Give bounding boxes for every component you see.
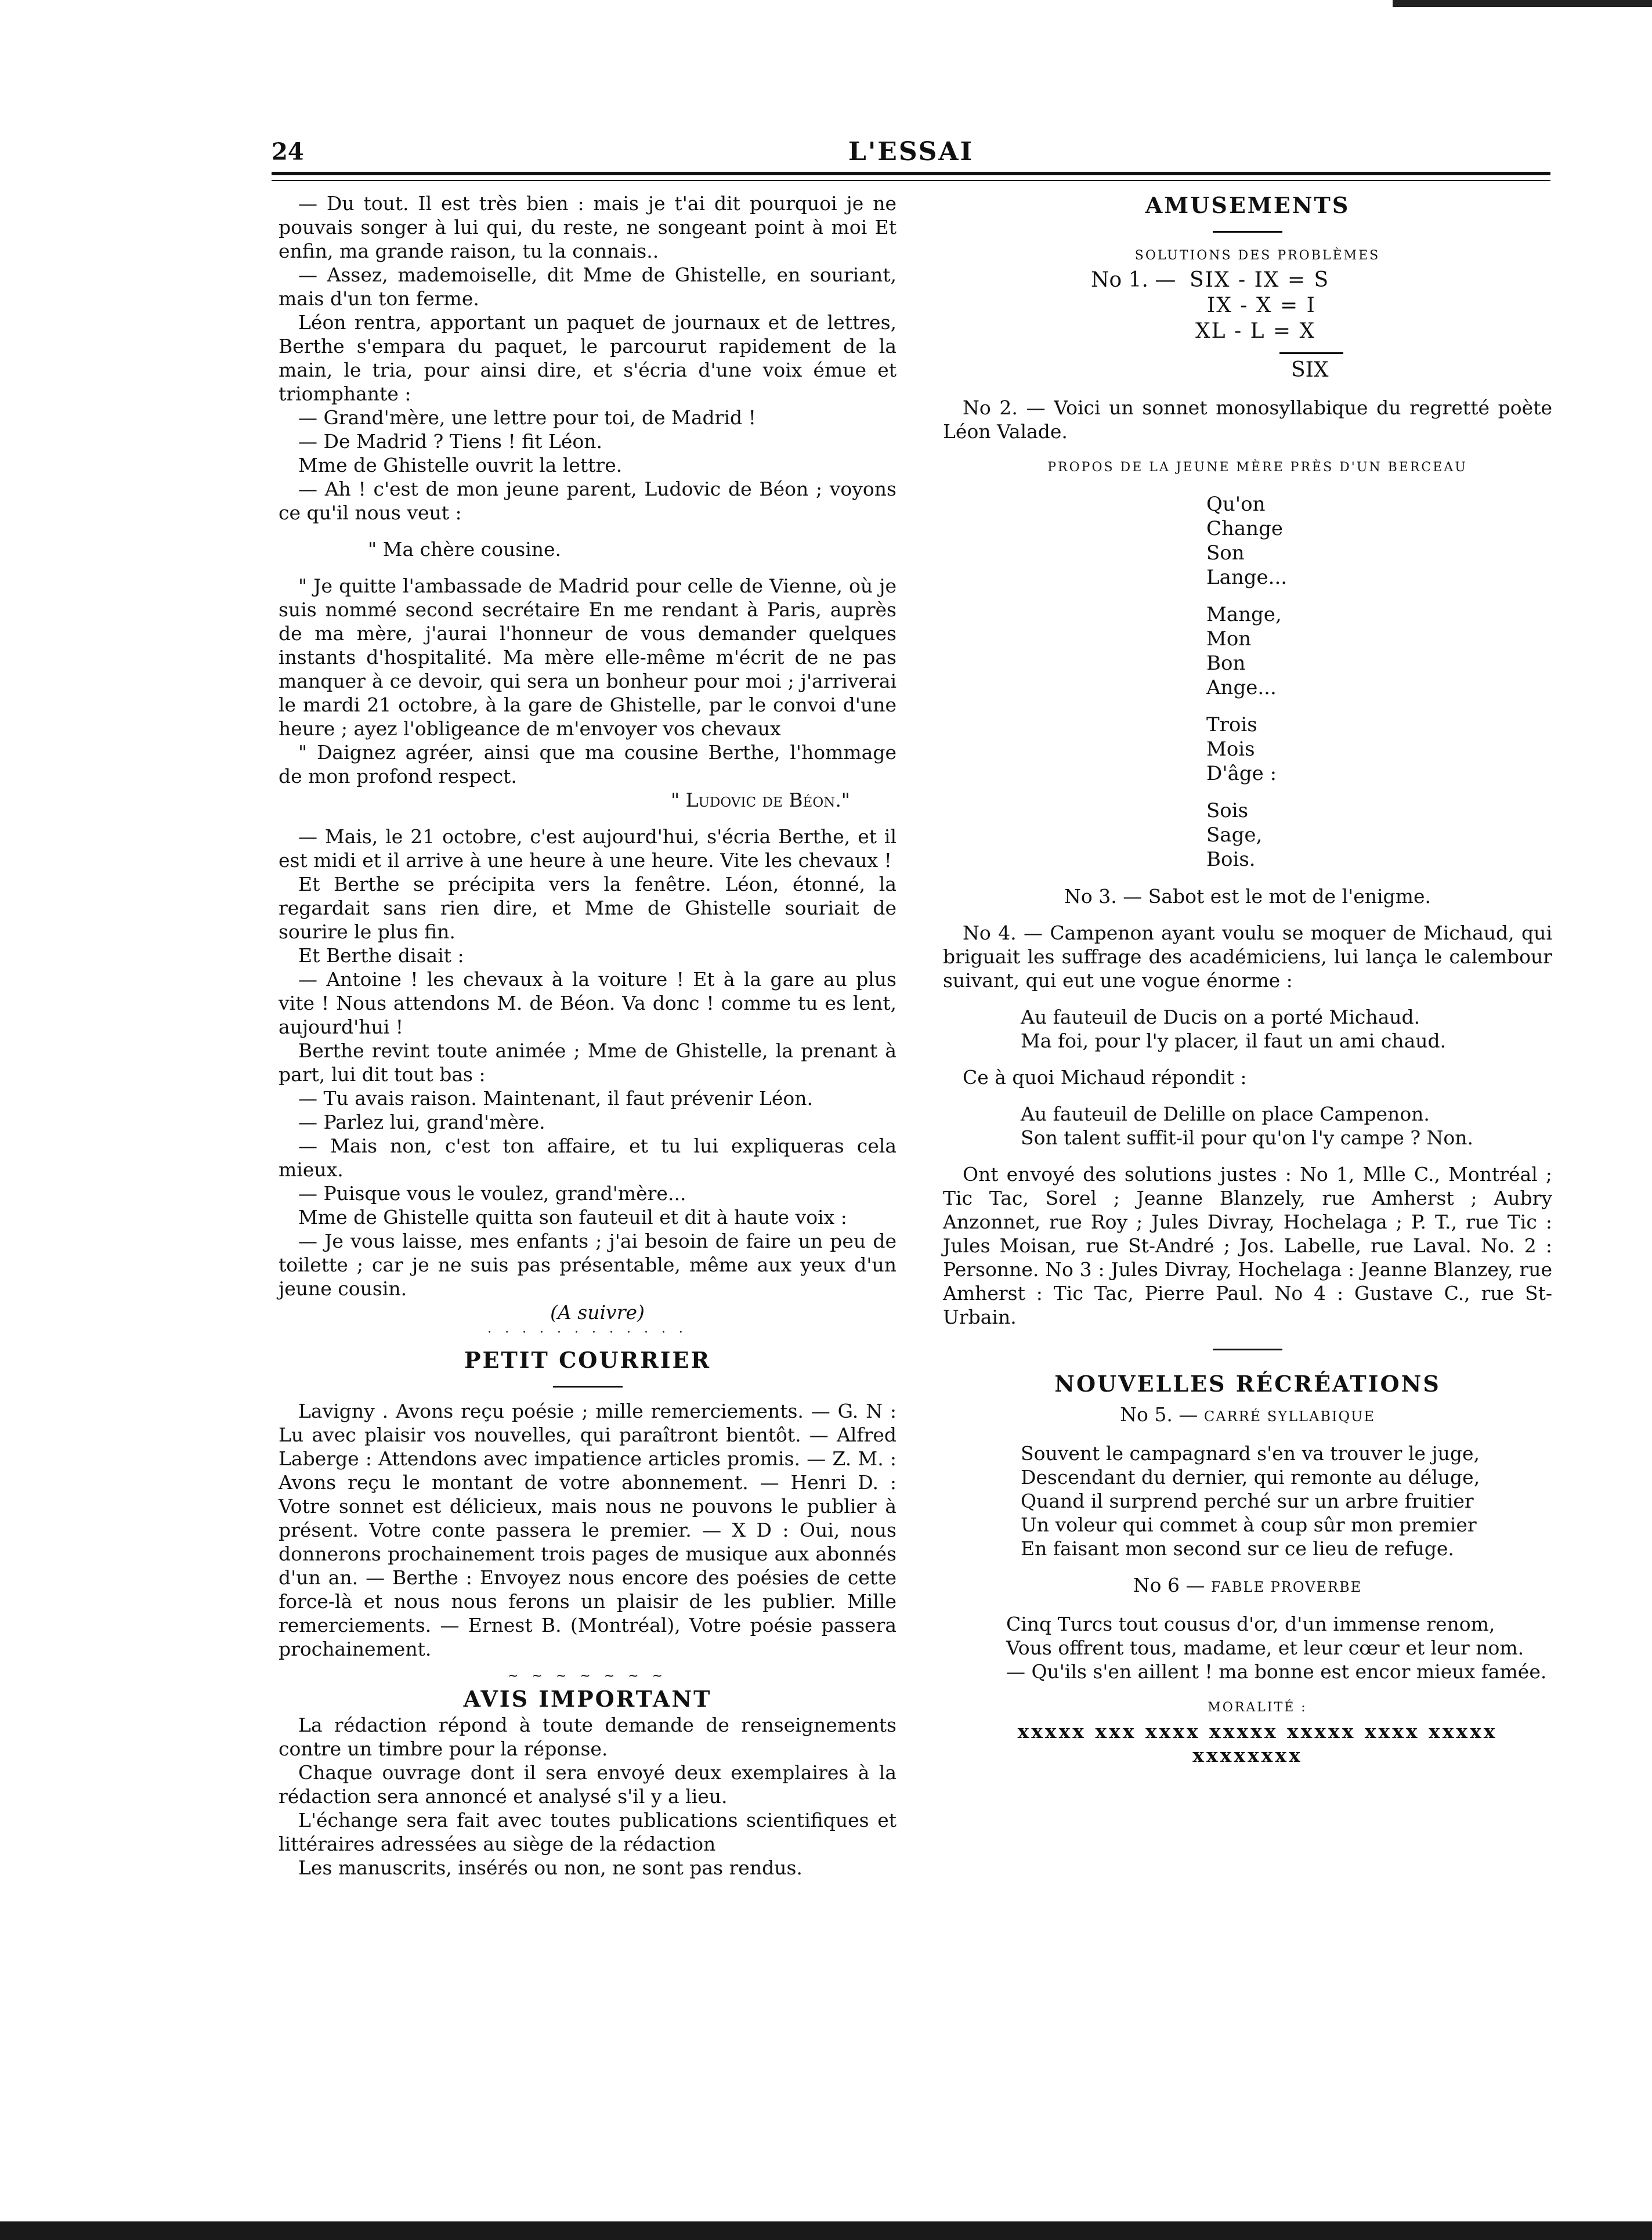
story-paragraph: Léon rentra, apportant un paquet de journaux et de lettres, Berthe s'empara du paquet, le parcourut rapidement de la main, le tria, pour ainsi dire, et s'écria d'une voix émue et triomphante : xyxy=(279,311,897,405)
verse-line: — Qu'ils s'en aillent ! ma bonne est encor mieux famée. xyxy=(1006,1660,1547,1683)
story-paragraph: Mme de Ghistelle quitta son fauteuil et dit à haute voix : xyxy=(298,1206,847,1229)
sonnet-line: Mange, xyxy=(1206,603,1282,626)
story-paragraph: Mme de Ghistelle ouvrit la lettre. xyxy=(298,454,623,476)
amusements-section xyxy=(943,192,1552,1329)
story-paragraph: — Assez, mademoiselle, dit Mme de Ghistelle, en souriant, mais d'un ton ferme. xyxy=(279,263,897,310)
problem-5-subtitle: CARRÉ SYLLABIQUE xyxy=(1203,1408,1375,1425)
verse-line: En faisant mon second sur ce lieu de refuge. xyxy=(1021,1537,1454,1560)
letter-signature: " Ludovic de Béon." xyxy=(670,789,850,811)
sonnet-title: PROPOS DE LA JEUNE MÈRE PRÈS D'UN BERCEAU xyxy=(1047,460,1467,475)
solution-1-line: XL - L = X xyxy=(1195,319,1316,343)
verse-line: Vous offrent tous, madame, et leur cœur et leur nom. xyxy=(1006,1636,1524,1659)
letter-paragraph: " Je quitte l'ambassade de Madrid pour celle de Vienne, où je suis nommé second secrétaire En me rendant à Paris, auprès de ma mère, j'aurai l'honneur de vous demander quelques instants d'hospitalité. Ma mère elle-même m'écrit de ne pas manquer à ce devoir, qui sera un bonheur pour moi ; j'arriverai le mardi 21 octobre, à la gare de Ghistelle, par le convoi d'une heure ; ayez l'obligeance de m'envoyer vos chevaux xyxy=(279,575,897,740)
solution-1-line: SIX - IX = S xyxy=(1190,268,1330,292)
story-paragraph: — Mais, le 21 octobre, c'est aujourd'hui, s'écria Berthe, et il est midi et il arrive à une heure à une heure. Vite les chevaux ! xyxy=(279,825,897,872)
sonnet-line: Mon xyxy=(1206,627,1252,651)
story-paragraph: Et Berthe se précipita vers la fenêtre. Léon, étonné, la regardait sans rien dire, et Mme de Ghistelle souriait de sourire le plus fin. xyxy=(279,873,897,943)
story-paragraph: — Parlez lui, grand'mère. xyxy=(298,1111,545,1133)
story-section xyxy=(279,192,897,1324)
sonnet-line: Sois xyxy=(1206,799,1249,822)
story-paragraph: — Grand'mère, une lettre pour toi, de Madrid ! xyxy=(298,406,756,429)
nouvelles-title: NOUVELLES RÉCRÉATIONS xyxy=(1054,1371,1441,1397)
letter-salutation: " Ma chère cousine. xyxy=(368,538,562,561)
title-rule xyxy=(1213,231,1282,233)
avis-section xyxy=(279,1685,897,1880)
verse-line: Descendant du dernier, qui remonte au déluge, xyxy=(1021,1466,1480,1488)
avis-paragraph: Les manuscrits, insérés ou non, ne sont pas rendus. xyxy=(298,1856,802,1879)
problem-6-label: No 6 — xyxy=(1133,1574,1205,1596)
story-paragraph: Berthe revint toute animée ; Mme de Ghistelle, la prenant à part, lui dit tout bas : xyxy=(279,1039,897,1086)
moralite-code: xxxxx xxx xxxx xxxxx xxxxx xxxx xxxxx xxxxxxxx xyxy=(1017,1720,1498,1766)
sonnet xyxy=(943,492,1552,872)
section-divider: · · · · · · · · · · · · xyxy=(487,1325,688,1340)
journal-title: L'ESSAI xyxy=(848,137,974,167)
solution-3: No 3. — Sabot est le mot de l'enigme. xyxy=(1064,885,1431,908)
right-column xyxy=(943,192,1552,1767)
sonnet-line: Ange... xyxy=(1206,676,1277,699)
avis-paragraph: Chaque ouvrage dont il sera envoyé deux exemplaires à la rédaction sera annoncé et analysé s'il y a lieu. xyxy=(279,1761,897,1808)
page-header xyxy=(272,135,1550,167)
moralite-label: MORALITÉ : xyxy=(1208,1700,1307,1715)
solution-1-label: No 1. — xyxy=(1091,268,1176,292)
avis-paragraph: L'échange sera fait avec toutes publications scientifiques et littéraires adressées au siège de la rédaction xyxy=(279,1809,897,1855)
page-number: 24 xyxy=(272,138,304,165)
story-paragraph: — Tu avais raison. Maintenant, il faut prévenir Léon. xyxy=(298,1087,813,1110)
solution-1-total: SIX xyxy=(1291,358,1329,382)
story-paragraph: — Puisque vous le voulez, grand'mère... xyxy=(298,1182,686,1205)
petit-courrier-section xyxy=(279,1346,897,1661)
avis-paragraph: La rédaction répond à toute demande de renseignements contre un timbre pour la réponse. xyxy=(279,1714,897,1760)
verse-line: Cinq Turcs tout cousus d'or, d'un immense renom, xyxy=(1006,1613,1495,1635)
nouvelles-section xyxy=(943,1370,1552,1767)
sonnet-line: Mois xyxy=(1206,738,1255,761)
story-paragraph: — Du tout. Il est très bien : mais je t'ai dit pourquoi je ne pouvais songer à lui qui, du reste, ne songeant point à moi Et enfin, ma grande raison, tu la connais.. xyxy=(279,192,897,262)
petit-courrier-text: Lavigny . Avons reçu poésie ; mille remerciements. — G. N : Lu avec plaisir vos nouvelles, qui paraîtront bientôt. — Alfred Laberge : Attendons avec impatience articles promis. — Z. M. : Avons reçu le montant de votre abonnement. — Henri D. : Votre sonnet est délicieux, mais nous ne pouvons le publier à présent. Votre conte passera le premier. — X D : Oui, nous donnerons prochainement trois pages de musique aux abonnés d'un an. — Berthe : Envoyez nous encore des poésies de cette force-là et nous nous ferons un plaisir de les publier. Mille remerciements. — Ernest B. (Montréal), Votre poésie passera prochainement. xyxy=(279,1400,897,1660)
header-rule-thick xyxy=(272,172,1550,175)
verse-line: Un voleur qui commet à coup sûr mon premier xyxy=(1021,1513,1477,1536)
story-paragraph: — Ah ! c'est de mon jeune parent, Ludovic de Béon ; voyons ce qu'il nous veut : xyxy=(279,478,897,524)
sonnet-line: Son xyxy=(1206,541,1245,565)
problem-5-heading xyxy=(943,1403,1552,1429)
title-rule xyxy=(553,1386,623,1388)
solution-1-line: IX - X = I xyxy=(1207,294,1316,317)
scan-edge-bottom xyxy=(0,2221,1652,2240)
solution-4-intro: No 4. — Campenon ayant voulu se moquer de Michaud, qui briguait les suffrage des académiciens, lui lança le calembour suivant, qui eut une vogue énorme : xyxy=(943,922,1552,992)
problem-6-subtitle: FABLE PROVERBE xyxy=(1211,1579,1362,1595)
sum-rule xyxy=(1279,352,1343,354)
problem-6-heading xyxy=(943,1573,1552,1599)
story-paragraph: — De Madrid ? Tiens ! fit Léon. xyxy=(298,430,603,453)
story-paragraph: — Antoine ! les chevaux à la voiture ! Et à la gare au plus vite ! Nous attendons M. de Béon. Va donc ! comme tu es lent, aujourd'hui ! xyxy=(279,968,897,1038)
story-paragraph: — Je vous laisse, mes enfants ; j'ai besoin de faire un peu de toilette ; car je ne suis pas présentable, même aux yeux d'un jeune cousin. xyxy=(279,1230,897,1300)
petit-courrier-title: PETIT COURRIER xyxy=(464,1347,711,1373)
amusements-title: AMUSEMENTS xyxy=(1145,192,1350,218)
sonnet-line: Lange... xyxy=(1206,566,1288,589)
story-paragraph: Et Berthe disait : xyxy=(298,944,464,967)
letter-paragraph: " Daignez agréer, ainsi que ma cousine Berthe, l'hommage de mon profond respect. xyxy=(279,741,897,787)
sonnet-line: Qu'on xyxy=(1206,493,1266,516)
verse-line: Son talent suffit-il pour qu'on l'y campe ? Non. xyxy=(1021,1126,1474,1149)
verse-line: Au fauteuil de Ducis on a porté Michaud. xyxy=(1021,1006,1420,1028)
sonnet-line: D'âge : xyxy=(1206,762,1277,785)
section-rule xyxy=(1213,1349,1282,1350)
solution-4-reply-intro: Ce à quoi Michaud répondit : xyxy=(963,1066,1247,1089)
left-column xyxy=(279,192,897,1880)
amusements-subtitle: SOLUTIONS DES PROBLÈMES xyxy=(1134,248,1380,263)
problem-5-label: No 5. — xyxy=(1120,1403,1198,1426)
sonnet-line: Bon xyxy=(1206,652,1246,675)
verse-line: Au fauteuil de Delille on place Campenon. xyxy=(1021,1103,1430,1125)
avis-title: AVIS IMPORTANT xyxy=(463,1686,712,1712)
header-rule-thin xyxy=(272,180,1550,181)
sonnet-line: Change xyxy=(1206,517,1283,540)
verse-line: Ma foi, pour l'y placer, il faut un ami chaud. xyxy=(1021,1029,1447,1052)
scan-edge-top xyxy=(1393,0,1652,7)
sonnet-line: Sage, xyxy=(1206,823,1263,847)
sonnet-line: Bois. xyxy=(1206,848,1256,871)
section-divider: ~ ~ ~ ~ ~ ~ ~ xyxy=(508,1669,667,1683)
solvers-list: Ont envoyé des solutions justes : No 1, Mlle C., Montréal ; Tic Tac, Sorel ; Jeanne Blanzely, rue Amherst ; Aubry Anzonnet, rue Roy ; Jules Divray, Hochelaga ; P. T., rue Tic : Jules Moisan, rue St-André ; Jos. Labelle, rue Laval. No. 2 : Personne. No 3 : Jules Divray, Hochelaga : Jeanne Blanzey, rue Amherst : Tic Tac, Pierre Paul. No 4 : Gustave C., rue St-Urbain. xyxy=(943,1163,1552,1328)
solution-1 xyxy=(943,268,1552,383)
story-paragraph: — Mais non, c'est ton affaire, et tu lui expliqueras cela mieux. xyxy=(279,1135,897,1181)
solution-2-intro: No 2. — Voici un sonnet monosyllabique du regretté poète Léon Valade. xyxy=(943,396,1552,443)
to-be-continued: (A suivre) xyxy=(550,1301,645,1324)
verse-line: Quand il surprend perché sur un arbre fruitier xyxy=(1021,1490,1474,1512)
sonnet-line: Trois xyxy=(1206,713,1257,736)
verse-line: Souvent le campagnard s'en va trouver le juge, xyxy=(1021,1442,1480,1465)
